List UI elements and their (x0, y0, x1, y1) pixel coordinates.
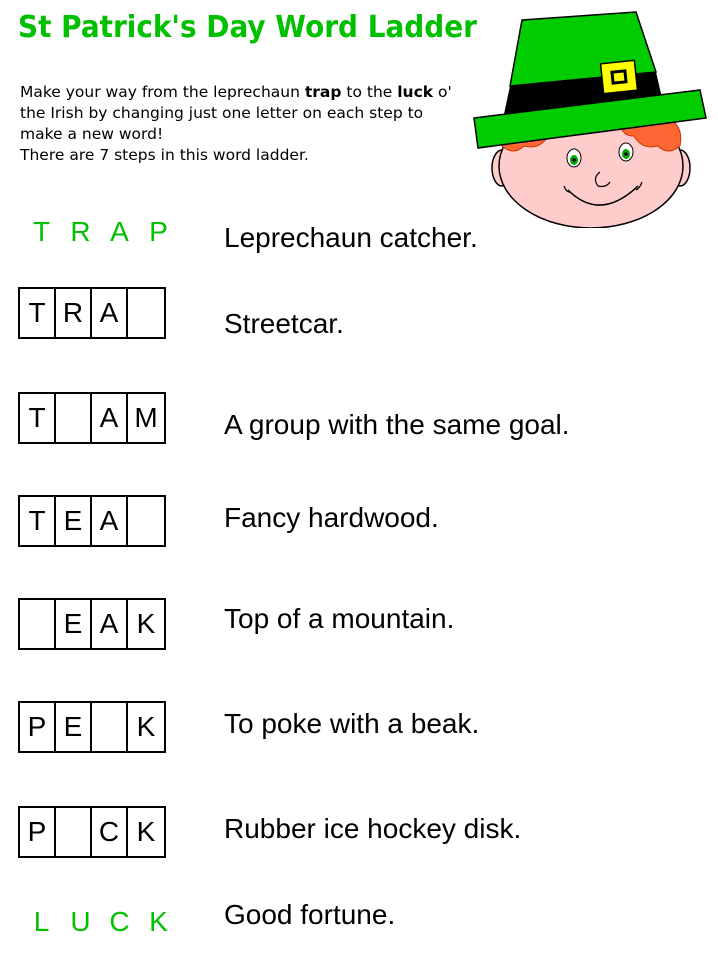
letter-box[interactable]: E (56, 600, 92, 648)
letter-box[interactable]: T (20, 394, 56, 442)
clue-1: Streetcar. (224, 308, 344, 339)
letter-boxes-3 (18, 495, 166, 547)
instructions (20, 82, 460, 166)
letter-box[interactable] (92, 703, 128, 751)
intro-text-2: to the (341, 83, 398, 101)
letter-box[interactable]: K (136, 816, 156, 847)
letter-box[interactable]: K (136, 608, 156, 639)
letter-box[interactable]: A (92, 289, 128, 337)
start-word (22, 216, 178, 248)
end-letter: L (33, 906, 50, 937)
clue-5: To poke with a beak. (224, 708, 480, 739)
letter-boxes-5 (18, 701, 166, 753)
letter-boxes-1 (18, 287, 166, 339)
letter-box[interactable]: R (56, 289, 92, 337)
letter-box[interactable] (56, 808, 92, 856)
letter-box[interactable] (56, 394, 92, 442)
end-letter: K (149, 906, 168, 937)
letter-box[interactable] (128, 289, 164, 337)
clue-end: Good fortune. (224, 899, 396, 930)
start-letter: P (149, 216, 168, 247)
clue-2: A group with the same goal. (224, 409, 570, 440)
end-letter: U (70, 906, 91, 937)
end-letter: C (109, 906, 130, 937)
start-letter: A (110, 216, 129, 247)
letter-box[interactable]: C (92, 808, 128, 856)
letter-box[interactable] (128, 497, 164, 545)
letter-box[interactable]: K (136, 711, 156, 742)
intro-text-1: Make your way from the leprechaun (20, 83, 305, 101)
leprechaun-face-icon (470, 6, 710, 228)
letter-box[interactable]: P (20, 703, 56, 751)
letter-box[interactable]: M (134, 402, 158, 433)
intro-luck: luck (397, 83, 434, 101)
letter-box[interactable]: E (56, 703, 92, 751)
letter-box[interactable]: A (92, 394, 128, 442)
clue-start: Leprechaun catcher. (224, 222, 478, 253)
start-letter: T (32, 216, 51, 247)
letter-box[interactable]: T (20, 289, 56, 337)
intro-text-3: o' the Irish by changing just one letter on each step to make a new word! (20, 83, 452, 143)
letter-box[interactable]: A (92, 600, 128, 648)
letter-box[interactable]: P (20, 808, 56, 856)
end-word (22, 906, 178, 938)
start-letter: R (70, 216, 91, 247)
page-title: St Patrick's Day Word Ladder (18, 10, 477, 45)
clue-3: Fancy hardwood. (224, 502, 439, 533)
letter-boxes-2 (18, 392, 166, 444)
clue-6: Rubber ice hockey disk. (224, 813, 522, 844)
letter-boxes-6 (18, 806, 166, 858)
intro-steps: There are 7 steps in this word ladder. (20, 146, 309, 164)
letter-box[interactable]: T (20, 497, 56, 545)
letter-box[interactable]: E (56, 497, 92, 545)
clue-4: Top of a mountain. (224, 603, 455, 634)
letter-box[interactable] (20, 600, 56, 648)
intro-trap: trap (304, 83, 342, 101)
letter-boxes-4 (18, 598, 166, 650)
letter-box[interactable]: A (92, 497, 128, 545)
